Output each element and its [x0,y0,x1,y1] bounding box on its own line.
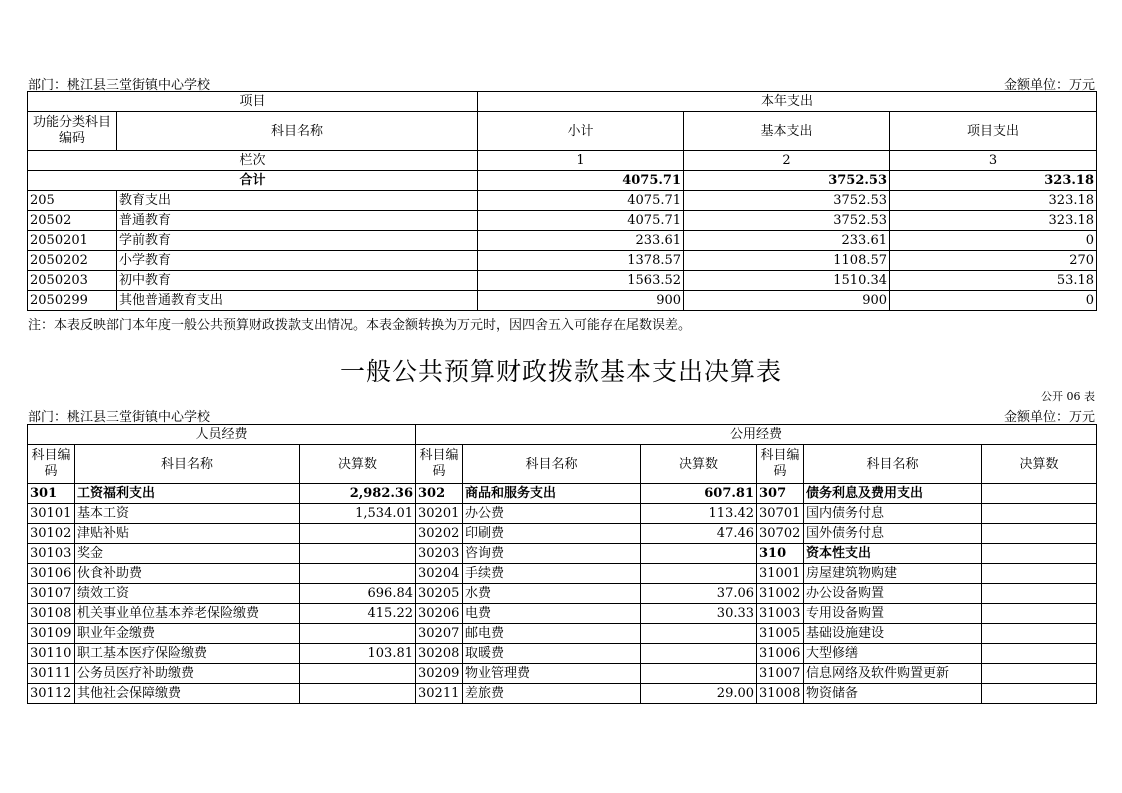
row-name: 教育支出 [117,191,478,211]
row-name: 办公设备购置 [804,584,982,604]
row-name: 手续费 [463,564,641,584]
row-amount: 103.81 [300,644,416,664]
unit-label-2: 金额单位：万元 [1003,410,1095,425]
row-name: 绩效工资 [75,584,300,604]
table-row [28,504,1097,524]
row-code: 30103 [28,544,75,564]
row-amount [641,624,757,644]
header-name: 科目名称 [804,445,982,484]
row-name: 国内债务付息 [804,504,982,524]
row-amount [982,684,1097,704]
row-code: 31002 [757,584,804,604]
table-row [28,564,1097,584]
header-amount: 决算数 [982,445,1097,484]
row-amount: 37.06 [641,584,757,604]
table-row [28,271,1097,291]
row-amount [641,664,757,684]
row-name: 基础设施建设 [804,624,982,644]
dept-label-2: 部门：桃江县三堂街镇中心学校 [28,410,211,425]
row-name: 初中教育 [117,271,478,291]
table-row [28,604,1097,624]
total-label: 合计 [28,171,478,191]
table-row [28,484,1097,504]
row-amount: 2,982.36 [300,484,416,504]
row-subtotal: 1563.52 [478,271,684,291]
row-code: 30101 [28,504,75,524]
row-name: 商品和服务支出 [463,484,641,504]
row-amount: 607.81 [641,484,757,504]
row-name: 奖金 [75,544,300,564]
total-basic: 3752.53 [684,171,890,191]
row-basic: 233.61 [684,231,890,251]
header-code: 功能分类科目编码 [28,112,117,151]
row-subtotal: 900 [478,291,684,311]
row-code: 30202 [416,524,463,544]
row-amount: 1,534.01 [300,504,416,524]
table-row [28,211,1097,231]
row-amount: 47.46 [641,524,757,544]
row-name: 办公费 [463,504,641,524]
row-name: 物业管理费 [463,664,641,684]
row-amount [641,544,757,564]
row-name: 专用设备购置 [804,604,982,624]
header-name: 科目名称 [75,445,300,484]
table-row [28,544,1097,564]
table-row [28,191,1097,211]
row-code: 30111 [28,664,75,684]
row-amount [300,544,416,564]
table-row [28,684,1097,704]
row-name: 学前教育 [117,231,478,251]
row-code: 2050202 [28,251,117,271]
row-project: 0 [890,231,1097,251]
row-name: 信息网络及软件购置更新 [804,664,982,684]
row-amount [641,644,757,664]
row-code: 31003 [757,604,804,624]
row-code: 30108 [28,604,75,624]
row-code: 30107 [28,584,75,604]
header-item: 项目 [28,92,478,112]
row-name: 取暖费 [463,644,641,664]
header-year-expense: 本年支出 [478,92,1097,112]
row-code: 30702 [757,524,804,544]
row-project: 323.18 [890,191,1097,211]
row-amount [982,624,1097,644]
row-name: 基本工资 [75,504,300,524]
header-project: 项目支出 [890,112,1097,151]
row-amount [300,664,416,684]
row-amount [982,604,1097,624]
row-basic: 1108.57 [684,251,890,271]
row-name: 职工基本医疗保险缴费 [75,644,300,664]
row-code: 31005 [757,624,804,644]
row-name: 机关事业单位基本养老保险缴费 [75,604,300,624]
unit-label-1: 金额单位：万元 [1003,78,1095,93]
row-code: 30109 [28,624,75,644]
row-code: 30201 [416,504,463,524]
column-index-label: 栏次 [28,151,478,171]
total-subtotal: 4075.71 [478,171,684,191]
row-name: 小学教育 [117,251,478,271]
row-name: 房屋建筑物购建 [804,564,982,584]
row-code: 310 [757,544,804,564]
row-amount [641,564,757,584]
table-row [28,251,1097,271]
row-code: 205 [28,191,117,211]
row-name: 印刷费 [463,524,641,544]
row-code: 301 [28,484,75,504]
row-name: 物资储备 [804,684,982,704]
row-basic: 3752.53 [684,211,890,231]
row-code: 2050201 [28,231,117,251]
row-basic: 3752.53 [684,191,890,211]
row-code: 30205 [416,584,463,604]
row-amount [982,664,1097,684]
row-name: 国外债务付息 [804,524,982,544]
row-subtotal: 4075.71 [478,211,684,231]
row-name: 电费 [463,604,641,624]
table-row [28,624,1097,644]
row-name: 工资福利支出 [75,484,300,504]
row-name: 邮电费 [463,624,641,644]
row-amount [300,684,416,704]
header-code: 科目编码 [416,445,463,484]
row-name: 津贴补贴 [75,524,300,544]
row-amount [982,564,1097,584]
form-number: 公开 06 表 [1041,390,1095,403]
row-amount [982,524,1097,544]
expenditure-table [27,91,1097,311]
header-basic: 基本支出 [684,112,890,151]
row-code: 31006 [757,644,804,664]
row-amount [982,504,1097,524]
header-code: 科目编码 [28,445,75,484]
row-name: 其他社会保障缴费 [75,684,300,704]
row-code: 30204 [416,564,463,584]
row-project: 270 [890,251,1097,271]
row-name: 债务利息及费用支出 [804,484,982,504]
row-amount: 113.42 [641,504,757,524]
table-row [28,231,1097,251]
row-code: 30112 [28,684,75,704]
row-name: 差旅费 [463,684,641,704]
row-amount [982,544,1097,564]
row-amount [300,624,416,644]
row-code: 20502 [28,211,117,231]
row-name: 水费 [463,584,641,604]
table-row [28,664,1097,684]
row-subtotal: 233.61 [478,231,684,251]
header-personnel: 人员经费 [28,425,416,445]
row-amount [982,644,1097,664]
header-amount: 决算数 [300,445,416,484]
table-note: 注：本表反映部门本年度一般公共预算财政拨款支出情况。本表金额转换为万元时，因四舍五入可能存在尾数误差。 [28,318,692,333]
row-amount: 30.33 [641,604,757,624]
row-name: 咨询费 [463,544,641,564]
row-code: 30102 [28,524,75,544]
row-code: 30209 [416,664,463,684]
row-name: 大型修缮 [804,644,982,664]
column-index-3: 3 [890,151,1097,171]
row-amount: 415.22 [300,604,416,624]
row-name: 公务员医疗补助缴费 [75,664,300,684]
row-name: 资本性支出 [804,544,982,564]
row-code: 30206 [416,604,463,624]
row-subtotal: 4075.71 [478,191,684,211]
row-subtotal: 1378.57 [478,251,684,271]
row-name: 其他普通教育支出 [117,291,478,311]
row-code: 31008 [757,684,804,704]
column-index-1: 1 [478,151,684,171]
row-code: 2050203 [28,271,117,291]
row-code: 31007 [757,664,804,684]
table-row [28,291,1097,311]
row-amount [300,524,416,544]
row-code: 30203 [416,544,463,564]
row-amount [982,484,1097,504]
row-code: 307 [757,484,804,504]
row-amount: 696.84 [300,584,416,604]
row-project: 323.18 [890,211,1097,231]
header-name: 科目名称 [463,445,641,484]
row-name: 普通教育 [117,211,478,231]
row-amount [300,564,416,584]
total-project: 323.18 [890,171,1097,191]
page-title: 一般公共预算财政拨款基本支出决算表 [339,357,782,386]
row-code: 30110 [28,644,75,664]
header-name: 科目名称 [117,112,478,151]
dept-label-1: 部门：桃江县三堂街镇中心学校 [28,78,211,93]
row-name: 伙食补助费 [75,564,300,584]
header-amount: 决算数 [641,445,757,484]
row-code: 2050299 [28,291,117,311]
row-code: 30106 [28,564,75,584]
basic-expenditure-table [27,424,1097,704]
row-project: 53.18 [890,271,1097,291]
table-row [28,644,1097,664]
row-code: 302 [416,484,463,504]
column-index-2: 2 [684,151,890,171]
row-code: 30208 [416,644,463,664]
row-amount: 29.00 [641,684,757,704]
row-code: 30207 [416,624,463,644]
header-subtotal: 小计 [478,112,684,151]
row-basic: 900 [684,291,890,311]
row-project: 0 [890,291,1097,311]
row-code: 31001 [757,564,804,584]
header-public: 公用经费 [416,425,1097,445]
row-code: 30701 [757,504,804,524]
row-basic: 1510.34 [684,271,890,291]
row-amount [982,584,1097,604]
table-row [28,524,1097,544]
header-code: 科目编码 [757,445,804,484]
row-name: 职业年金缴费 [75,624,300,644]
row-code: 30211 [416,684,463,704]
table-row [28,584,1097,604]
